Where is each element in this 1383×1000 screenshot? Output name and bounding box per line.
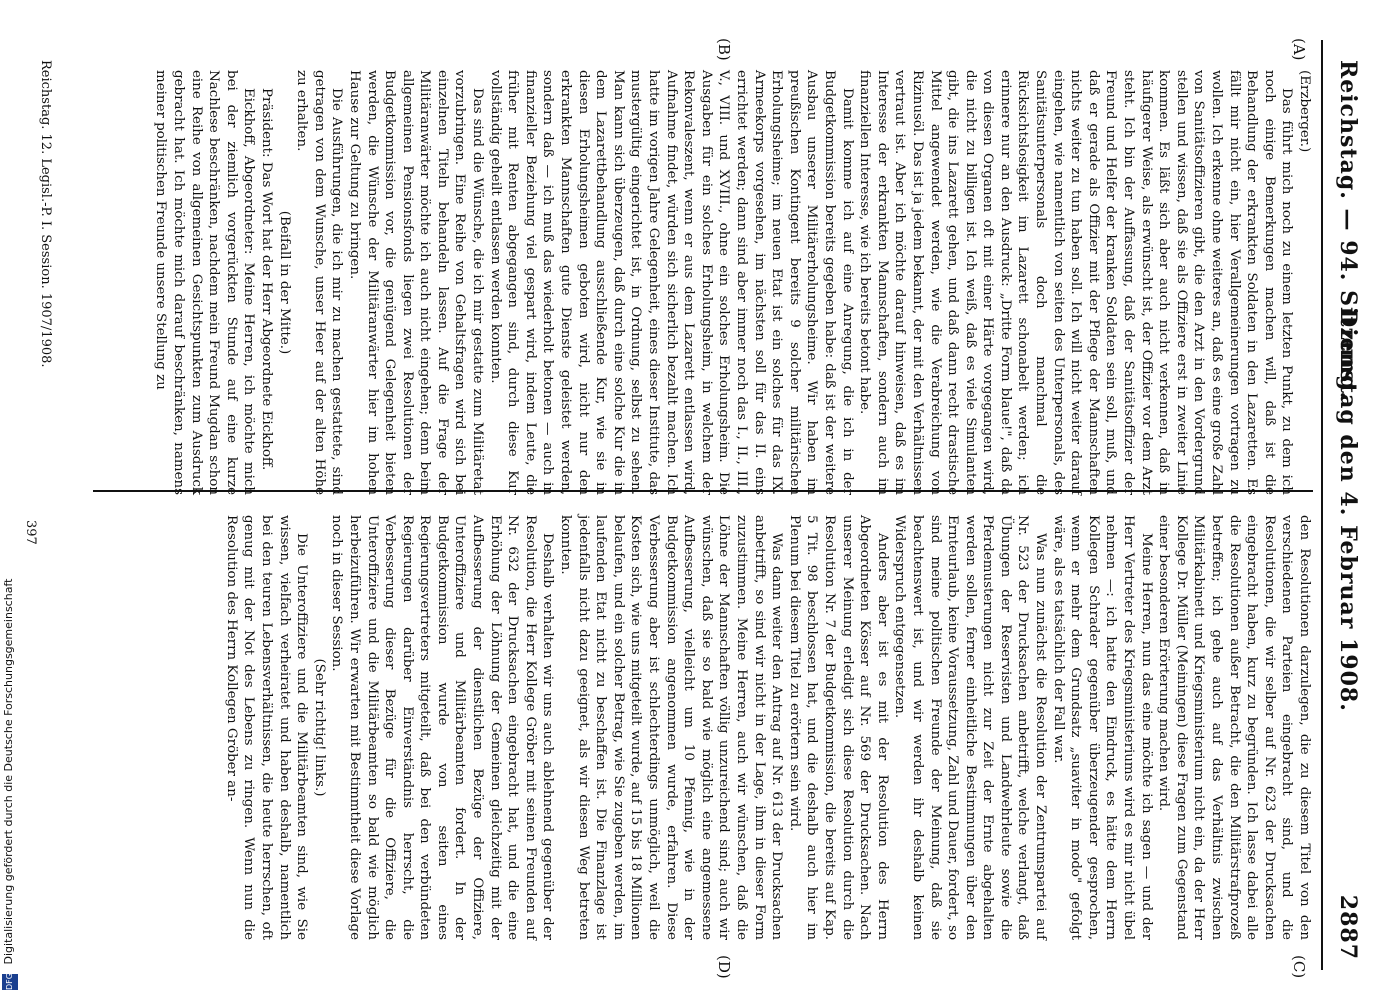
paragraph: Eickhoff, Abgeordneter: Meine Herren, ich möchte mich bei der ziemlich vorgerückten Stunde auf eine kurze Nachlese beschränken, nachdem mein Freund Mugdan schon eine Reihe von allgemeinen Gesichtspunkten zum Ausdruck gebracht hat. Ich möchte mich darauf beschränken, namens meiner politischen Freunde unsere Stellung zu <box>153 70 257 495</box>
paragraph: Präsident: Das Wort hat der Herr Abgeordnete Eickhoff. <box>258 88 274 471</box>
digitization-credit <box>0 0 20 1000</box>
dfg-logo: DFG <box>2 974 18 990</box>
paragraph: (Beifall in der Mitte.) <box>276 210 292 355</box>
margin-mark-d: (D) <box>715 955 733 979</box>
paragraph: Was nun zunächst die Resolution der Zentrumspartei auf Nr. 523 der Drucksachen anbetrifft, welche verlangt, daß Übungen der Reservisten und Landwehrleute sowie die Pferdemusterungen nicht zur Zeit der Ernte abgehalten werden sollen, ferner einheitliche Bestimmungen über den Ernteurlaub, keine Voraussetzung, Zahl und Dauer, fordert, so sind meine politischen Freunde der Meinung, daß sie beachtenswert ist, und wir werden ihr deshalb keinen Widerspruch entgegensetzen. <box>892 515 1049 940</box>
paragraph: Die Unteroffiziere und die Militärbeamten sind, wie Sie wissen, vielfach verheiratet und haben deshalb, namentlich bei den teuren Lebensverhältnissen, die heute herrschen, oft genug mit der Not des Lebens zu ringen. Wenn nun die Resolution des Herrn Kollegen Gröber an- <box>223 515 310 940</box>
margin-mark-c: (C) <box>1290 955 1308 979</box>
paragraph: Anders aber ist es mit der Resolution des Herrn Abgeordneten Kösser auf Nr. 569 der Drucksachen. Nach unserer Meinung erledigt sich diese Resolution durch die Resolution Nr. 7 der Budgetkommission, die bereits auf Kap. 5 Tit. 98 beschlossen hat, und die deshalb auch hier im Plenum bei diesem Titel zu erörtern sein wird. <box>786 515 890 940</box>
margin-mark-a: (A) <box>1290 38 1308 61</box>
footer-legislature: Reichstag. 12. Legisl.-P. I. Session. 1907/1908. <box>38 60 53 368</box>
paragraph: Damit komme ich auf eine Anregung, die ich in der Budgetkommission bereits gegeben habe: daß ist der weitere Ausbau unserer Militärerholungsheime. Wir haben im preußischen Kontingent bereits 9 solcher militärischen Erholungsheime; im neuen Etat ist ein solches für das IX. Armeekorps vorgesehen, im nächsten soll für das II. eins errichtet werden; dann sind aber immer noch das I., II., III., V., VIII. und XVIII., ohne ein solches Erholungsheim. Die Ausgaben für ein solches Erholungsheim, in welchem der Rekonvaleszent, wenn er aus dem Lazarett entlassen wird, Aufnahme findet, würden sich sicherlich bezahlt machen. Ich hatte im vorigen Jahre Gelegenheit, eines dieser Institute, das mustergültig eingerichtet ist, in Ordnung, selbst zu sehen. Man kann sich überzeugen, daß durch eine solche Kur die in dem Lazarettbehandlung ausschließende Kur, wie sie in diesen Erholungsheimen geboten wird, nicht nur den erkrankten Mannschaften gute Dienste geleistet werden, sondern daß — ich muß das wiederholt betonen — auch in finanzieller Beziehung viel gespart wird, indem Leute, die früher mit Renten abgegangen sind, durch diese Kur vollständig geheilt entlassen werden konnten. <box>487 70 855 495</box>
digitization-note: Digitalisierung gefördert durch die Deutsche Forschungsgemeinschaft <box>2 578 15 965</box>
paragraph: (Sehr richtig! links.) <box>311 658 327 797</box>
paragraph: Was dann weiter den Antrag auf Nr. 613 der Drucksachen anbetrifft, so sind wir nicht in der Lage, ihm in dieser Form zuzustimmen. Meine Herren, auch wir wünschen, daß die Löhne der Mannschaften völlig unzureichend sind; auch wir wünschen, daß sie so bald wie möglich eine angemessene Aufbesserung, vielleicht um 10 Pfennig, wie in der Budgetkommission angenommen wurde, erfahren. Diese Verbesserung aber ist schlechterdings unmöglich, weil die Kosten sich, wie uns mitgeteilt wurde, auf 15 bis 18 Millionen belaufen, und ein solcher Betrag, wie Sie zugeben werden, im laufenden Etat nicht zu beschaffen ist. Die Finanzlage ist jedenfalls nicht dazu geeignet, als wir diesen Weg betreten konnten. <box>558 515 785 940</box>
right-text-column <box>222 515 1313 940</box>
footer-sheet-number: 397 <box>23 520 38 545</box>
column-divider <box>93 490 1313 492</box>
header-page-number: 2887 <box>1335 894 1361 960</box>
header-rule <box>1321 40 1323 970</box>
paragraph: (Erzberger.) <box>1297 70 1312 153</box>
paragraph: Das führt mich noch zu einem letzten Punkt, zu dem ich noch einige Bemerkungen machen will, daß ist die Behandlung der erkrankten Soldaten in den Lazaretten. Es fällt mir nicht ein, hier Verallgemeinerungen vortragen zu wollen. Ich erkenne ohne weiteres an, daß es eine große Zahl von Sanitätsoffizieren gibt, die den Arzt in den Vordergrund stellen und wissen, daß sie als Offiziere erst in zweiter Linie kommen. Es läßt sich aber auch nicht verkennen, daß in häufigerer Weise, als erwünscht ist, der Offizier vor dem Arzt steht. Ich bin der Auffassung, daß der Sanitätsoffizier der Freund und Helfer der kranken Soldaten sein soll, muß, und daß er gerade als Offizier mit der Pflege der Mannschaften nichts weiter zu tun haben soll. Ich will nicht weiter darauf eingehen, wie namentlich von seiten des Unterpersonals, des Sanitätsunterpersonals doch manchmal die Rücksichtslosigkeit im Lazarett schonabelt werden; ich erinnere nur an den Ausdruck: „Dritte Form blaue!", daß da von diesen Organen oft mit einer Härte vorgegangen wird, die nicht zu billigen ist. Ich weiß, daß es viele Simulanten gibt, die ins Lazarett gehen, und daß dann recht drastische Mittel angewendet werden, wie die Verabreichung von Rizinusöl. Das ist ja jedem bekannt, der mit den Verhältnissen vertraut ist. Aber ich möchte darauf hinweisen, daß es im Interesse der erkrankten Mannschaften, sondern auch im finanziellen Interesse, wie ich bereits betont habe. <box>857 70 1295 495</box>
left-text-column <box>152 70 1313 495</box>
page-header <box>1321 60 1361 960</box>
paragraph: Das sind die Wünsche, die ich mir gestatte zum Militäretat vorzubringen. Eine Reihe von Gehaltsfragen wird sich bei einzelnen Titeln behandeln lassen. Auf die Frage der Militäranwärter möchte ich auch nicht eingehen; denn beim allgemeinen Pensionsfonds liegen zwei Resolutionen der Budgetkommission vor, die genügend Gelegenheit bieten werden, die Wünsche der Militäranwärter hier im hohen Hause zur Geltung zu bringen. <box>346 70 486 495</box>
paragraph: Deshalb verhalten wir uns auch ablehnend gegenüber der Resolution, die Herr Kollege Gröber mit seinen Freunden auf Nr. 632 der Drucksachen eingebracht hat, und die eine Erhöhung der Löhnung der Gemeinen gleichzeitig mit der Aufbesserung der dienstlichen Bezüge der Offiziere, Unteroffiziere und Militärbeamten fordert. In der Budgetkommission wurde von seiten eines Regierungsvertreters mitgeteilt, daß bei den verbündeten Regierungen darüber Einverständnis herrscht, die Verbesserung dieser Bezüge für die Offiziere, die Unteroffiziere und die Militärbeamten so bald wie möglich herbeizuführen. Wir erwarten mit Bestimmtheit diese Vorlage noch in dieser Session. <box>329 515 556 940</box>
paragraph: Meine Herren, nun das eine möchte ich sagen — und der Herr Vertreter des Kriegsministeriums wird es mir nicht übel nehmen —: ich hatte den Eindruck, es hätte dem Herrn Kollegen Schrader gegenüber überzeugender gesprochen, wenn er mehr dem Grundsatz „suaviter in modo" gefolgt wäre, als es tatsächlich der Fall war. <box>1050 515 1154 940</box>
paragraph: Die Ausführungen, die ich mir zu machen gestattete, sind getragen von dem Wunsche, unser Heer auf der alten Höhe zu erhalten. <box>294 70 345 495</box>
paragraph: den Resolutionen darzulegen, die zu diesem Titel von den verschiedenen Parteien eingebracht sind, und die Resolutionen, die wir selber auf Nr. 623 der Drucksachen eingebracht haben, kurz zu begründen. Ich lasse dabei alle die Resolutionen außer Betracht, die den Militärstrafprozeß betreffen; ich gehe auch auf das Verhältnis zwischen Militärkabinett und Kriegsministerium nicht ein, da der Herr Kollege Dr. Müller (Meiningen) diese Fragen zum Gegenstand einer besonderen Erörterung machen wird. <box>1156 515 1312 940</box>
header-date: Dienstag den 4. Februar 1908. <box>1335 308 1361 712</box>
header-session: Reichstag. — 94. Sitzung. <box>1335 60 1361 401</box>
margin-mark-b: (B) <box>715 38 733 61</box>
